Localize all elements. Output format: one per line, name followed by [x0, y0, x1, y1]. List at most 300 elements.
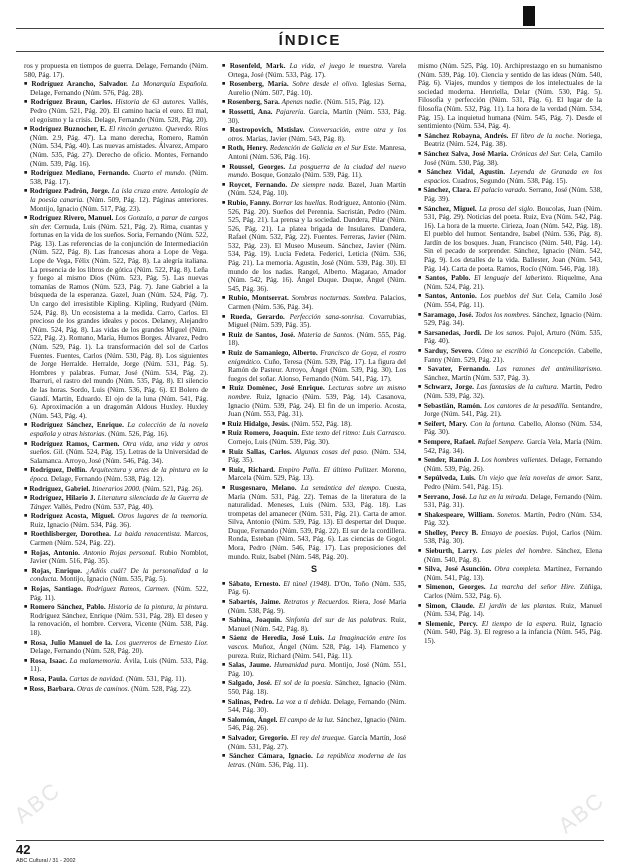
- entry-reference: Cabelle, Fanny (Núm. 529, Pág. 21).: [424, 347, 602, 364]
- entry-author: Ruiz de Samaniego, Alberto.: [228, 349, 318, 357]
- entry-title: La Imaginación entre los vascos.: [228, 634, 406, 651]
- entry-reference: (Núm. 521, Pág. 26).: [142, 484, 204, 493]
- entry-reference: Delage, Fernando (Núm. 531, Pág. 31).: [424, 492, 602, 510]
- entry-title: Cuarto el mundo.: [132, 169, 187, 178]
- entry-title: Sinfonía del sur de las palabras.: [285, 616, 388, 625]
- entry-author: Salinas, Pedro.: [227, 697, 274, 706]
- entry-title: Algunas cosas del paso.: [294, 447, 369, 456]
- entry-title: Leyenda de Granada en los espacios.: [424, 168, 602, 185]
- entry-author: Rodríguez Mediano, Fernando.: [30, 169, 130, 178]
- entry-reference: Martín, Pedro (Núm. 539, Pág. 32).: [424, 383, 602, 400]
- entry-reference: D'On, Toño (Núm. 535, Pág. 6).: [228, 579, 406, 597]
- entry-title: Otras de caminos.: [76, 684, 130, 693]
- watermark-right: ABC: [553, 786, 610, 839]
- entry-title: El tiempo de la espera.: [481, 619, 558, 628]
- index-entry: [418, 186, 602, 203]
- entry-reference: Serrano, José (Núm. 538, Pág. 39).: [424, 186, 602, 203]
- index-entry: [418, 583, 602, 600]
- entry-reference: García Martín, José (Núm. 531, Pág. 27).: [228, 733, 406, 751]
- entry-reference: Ruiz, Ignacio (Núm. 534, Pág. 36).: [30, 520, 132, 529]
- entry-author: Sender, Ramón J.: [423, 456, 479, 465]
- entry-author: Savater, Fernando.: [427, 365, 491, 374]
- index-entry: [222, 679, 406, 696]
- index-column-2: [222, 62, 406, 832]
- entry-reference: (Núm. 536, Pág. 11).: [247, 760, 309, 769]
- entry-title: La baida renacentista.: [114, 530, 182, 539]
- entry-title: Cartas de navidad.: [69, 674, 125, 683]
- continued-text: mismo (Núm. 525, Pág. 10). Archiprestazgo en su humanismo (Núm. 539, Pág. 10). Ciencia y sentido de las ideas (Núm. 540, Pág. 6). Viajes, mundos y tiempos de los intelectuales de la sociedad moderna. Henriella, Delar (Núm. 530, Pág. 5). Filosofía y perfección (Núm. 531, Pág. 6). El lugar de la filosofía (Núm. 532, Pág. 11). La hora de la verdad (Núm. 534, Pág. 15). La inquietud humana (Núm. 545, Pág. 7). Desde el sentimiento (Núm. 534, Pág. 4).: [418, 62, 602, 131]
- entry-title: Crónicas del Sur.: [510, 149, 562, 158]
- index-entry: [222, 80, 406, 97]
- entry-reference: Bosque, Gonzalo (Núm. 539, Pág. 11).: [251, 171, 363, 180]
- entry-author: Simon, Claude.: [425, 601, 475, 610]
- index-entry: [418, 205, 602, 274]
- entry-author: Rosa, Paula.: [29, 674, 68, 683]
- index-entry: [24, 494, 208, 511]
- entry-reference: (Núm. 528, Pág. 22).: [131, 684, 192, 693]
- index-entry: [222, 716, 406, 733]
- index-entry: [418, 438, 602, 455]
- entry-reference: Manresa, Antoni (Núm. 536, Pág. 16).: [228, 144, 406, 161]
- entry-reference: Sanz, Pedro (Núm. 541, Pág. 15).: [424, 474, 602, 491]
- entry-author: Ruiz Domènec, José Enrique.: [229, 384, 325, 393]
- entry-author: Rojas, Santiago.: [31, 585, 83, 594]
- entry-author: Rubio, Fanny.: [227, 198, 271, 207]
- index-entry: [24, 549, 208, 566]
- index-entry: [418, 547, 602, 564]
- index-entry: [418, 150, 602, 167]
- entry-author: Shelley, Percy B.: [424, 528, 479, 537]
- entry-title: Todos los nombres.: [475, 310, 531, 319]
- entry-author: Salomón, Ángel.: [227, 715, 278, 724]
- entry-author: Sánchez, Miguel.: [423, 204, 477, 213]
- entry-author: Rossetti, Ana.: [228, 107, 273, 116]
- entry-title: Antonio Rojas personal.: [83, 548, 157, 557]
- entry-author: Saramago, José.: [423, 310, 474, 319]
- index-entry: [24, 440, 208, 466]
- entry-title: Materia de Santos.: [297, 330, 355, 339]
- entry-title: Rodríguez Ramos, Carmen.: [86, 585, 170, 594]
- entry-reference: Rubio Nomblot, Javier (Núm. 516, Pág. 35).: [30, 548, 208, 566]
- index-entry: [222, 698, 406, 715]
- entry-reference: (Núm. 526, Pág. 16).: [108, 429, 169, 438]
- entry-reference: Moreno, Marcela (Núm. 529, Pág. 13).: [228, 465, 406, 483]
- index-entry: [222, 144, 406, 161]
- entry-title: La Monarquía Española.: [131, 80, 208, 89]
- entry-reference: Boucolas, Juan (Núm. 531, Pág. 29). Noticias del poeta. Ruiz, Eva (Núm. 542, Pág. 16). La hora de la muerte. Cirieza, Joan (Núm. 542, Pág. 18). El pueblo del humor. Sentandre, Isabel (Núm. 536, Pág. 8). Jardín de los bosques. Juan, Francisco (Núm. 540, Pág. 14). Sin el pecado de sorprender. Sánchez, Ignacio (Núm. 542, Pág. 9). Los detalles de la vida. Ballester, Joan (Núm. 543, Pág. 14). Carta de poeta. Ramos, Rocío (Núm. 546, Pág. 18).: [424, 204, 602, 273]
- entry-title: Las razones del antimilitarismo.: [496, 365, 602, 374]
- entry-author: Serrano, José.: [423, 492, 468, 501]
- index-entry: [418, 420, 602, 437]
- index-entry: [24, 98, 208, 124]
- index-entry: [24, 512, 208, 529]
- entry-title: Literatura silenciada de la Guerra de Tánger.: [30, 494, 208, 511]
- entry-author: Rueda, Gerardo.: [230, 312, 285, 321]
- entry-title: La colección de la novela española y otras historias.: [30, 421, 208, 438]
- entry-title: El jardín de las plantas.: [478, 601, 557, 610]
- entry-title: Francisco de Goya, el rostro enigmático.: [228, 349, 406, 366]
- entry-author: Sánchez Cámara, Ignacio.: [229, 752, 313, 761]
- entry-title: Humanidad pura.: [274, 661, 327, 670]
- entry-reference: Marcos, Carmen (Núm. 524, Pág. 22).: [30, 530, 208, 548]
- entry-author: Salgado, José.: [228, 679, 272, 688]
- entry-author: Sánchez Vidal, Agustín.: [426, 168, 506, 177]
- entry-reference: Delage, Fernando (Núm. 538, Pág. 12).: [50, 474, 165, 483]
- entry-author: Simenon, Georges.: [425, 583, 486, 592]
- entry-title: La luz en la mirada.: [469, 492, 529, 501]
- entry-reference: Sánchez, Ignacio (Núm. 529, Pág. 34).: [424, 310, 602, 328]
- entry-reference: (Núm. 534, Pág. 35).: [228, 447, 406, 465]
- entry-reference: Iglesias Serna, Aurelio (Núm. 507, Pág. 10).: [228, 80, 406, 97]
- entry-author: Rodríguez, Gabriel.: [29, 484, 91, 493]
- entry-reference: Montijo, José (Núm. 551, Pág. 10).: [228, 661, 406, 678]
- entry-reference: Cabello, Alonso (Núm. 534, Pág. 30).: [424, 419, 602, 437]
- index-entry: [222, 661, 406, 678]
- entry-author: Rodríguez, Hilario J.: [29, 494, 96, 503]
- entry-reference: Ríos (Núm. 2.9, Pág. 47). La mano derecha, Romero, Ramón (Núm. 534, Pág. 40). Las nuevas amistades. Álvarez, Amparo (Núm. 535, Pág. 27). Derecho de oficio. Montes, Fernando (Núm. 539, Pág. 16).: [30, 125, 208, 168]
- index-entry: [222, 199, 406, 294]
- entry-reference: Noriega, Beatriz (Núm. 524, Pág. 38).: [424, 131, 602, 149]
- entry-title: La isla cruza entre. Antología de la poesía canaria.: [30, 187, 208, 204]
- entry-author: Ross, Barbara.: [29, 684, 76, 693]
- entry-title: Los pueblos del Sur.: [480, 292, 544, 301]
- entry-reference: Rodríguez, Antonio (Núm. 526, Pág. 20). Sueños del Perennia. Sacristán, Pedro (Núm. 525, Pág. 21). La prensa y la sociedad. Dandera, Pilar (Núm. 526, Pág. 21). La platea brigada de Insulares. Dandera, Rafael (Núm. 532, Pág. 22). Fuentes. Ferreras, Javier (Núm. 532, Pág. 23). El Museo Museum. Sánchez, Javier (Núm. 534, Pág. 19). Lucía Fedeta. Federici, Leticia (Núm. 536, Pág. 21). La memoria. Agustín, José (Núm. 539, Pág. 30). El mundo de los nadas. Rangel, Alberto. Magarao, Amador (Núm. 542, Pág. 16). Ángel Duque. Duque, Ángel (Núm. 545, Pág. 36).: [228, 198, 406, 293]
- entry-reference: Cornejo, Luis (Núm. 539, Pág. 30).: [228, 437, 330, 446]
- index-entry: [418, 311, 602, 328]
- entry-author: Roth, Henry.: [227, 144, 268, 153]
- index-entry: [222, 126, 406, 143]
- entry-title: Cómo se escribió la Concepción.: [476, 347, 576, 355]
- entry-reference: (Núm. 555, Pág. 18).: [228, 330, 406, 348]
- index-entry: [222, 331, 406, 348]
- entry-reference: (Núm. 522, Pág. 11).: [30, 585, 208, 602]
- entry-author: Roycet, Fernando.: [229, 180, 288, 189]
- index-entry: [24, 657, 208, 674]
- index-entry: [418, 274, 602, 291]
- entry-reference: (Núm. 531, Pág. 11).: [125, 674, 187, 683]
- index-entry: [222, 598, 406, 615]
- entry-title: Historia de 63 autores.: [115, 98, 186, 107]
- index-entry: [222, 466, 406, 483]
- index-entry: [222, 163, 406, 180]
- index-entry: [418, 402, 602, 419]
- entry-reference: Martínez, Fernando (Núm. 541, Pág. 13).: [424, 565, 602, 582]
- entry-author: Rodríguez Braun, Carlos.: [30, 98, 113, 107]
- entry-reference: Ruiz, Manuel (Núm. 534, Pág. 14).: [424, 601, 602, 619]
- entry-author: Santos, Antonio.: [424, 292, 477, 301]
- index-entry: [222, 734, 406, 751]
- entry-author: Salas, Jaume.: [228, 661, 272, 670]
- edition-label: ABC Cultural / 31 - 2002: [16, 858, 76, 864]
- entry-title: Conversación, entre otra y los otros.: [228, 126, 406, 143]
- entry-title: La semántica del tiempo.: [300, 483, 381, 492]
- entry-author: Schwarz, Jorge.: [424, 383, 474, 392]
- index-entry: [24, 530, 208, 547]
- entry-author: Rubio, Montserrat.: [228, 294, 289, 303]
- index-column-3: [418, 62, 602, 832]
- index-entry: [24, 639, 208, 656]
- index-entry: [24, 421, 208, 438]
- section-letter-heading: S: [310, 564, 317, 575]
- entry-title: Historia de la pintura, la pintura.: [108, 603, 208, 612]
- entry-author: Rodríguez Buznocher, E.: [29, 125, 107, 134]
- entry-reference: Pujol, Carlos (Núm. 538, Pág. 30).: [424, 528, 602, 546]
- entry-title: Sobre desde el olivo.: [292, 80, 359, 89]
- entry-author: Sempere, Rafael.: [423, 437, 476, 446]
- entry-reference: Cernuda, Luis (Núm. 521, Pág. 2). Rima, cuantas y fortunas en la vida de los sueños. Soria, Fernando (Núm. 522, Pág. 13). Las referencias de la conjunción de Intermediación (Núm. 522, Pág. 8). Las francesas ahora a Lope de Vega. Lope de Vega, Félix (Núm. 522, Pág. 8). La alegría italiana. La presencia de los libros de gótica (Núm. 522, Pág. 8). Leña y fuego al mismo Dios (Núm. 523, Pág. 5). Las nuevas tomanías de Ramos (Núm. 523, Pág. 7). Jane Gabriel a la búsqueda de la esperanza. Gazel, Juan (Núm. 524, Pág. 7). Un cargo del irresistible Kipling. Kipling, Rudyard (Núm. 524, Pág. 8). Un ecosistema a la medida. Carro, Carlos. El precioso de los grandes ideales y pocos. Delaney, Alejandro (Núm. 524, Pág. 8). Las vidas de los grandes Miguel (Núm. 522, Pág. 2). Romano, María, Humos Borges. Álvarez, Pedro (Núm. 529, Pág. 1). La transformación del sol de Carlos Fuentes. Fuentes, Carlos (Núm. 530, Pág. 8). Los siguientes de Jorge Herralde. Herralde, Jorge (Núm. 531, Pág. 5). Hombres y palabras. Fumar, José (Núm. 534, Pág. 2). Ibarruri, el rastro del mundo (Núm. 535, Pág. 8). El silencio de las horas. Sordo, Luis (Núm. 536, Pág. 6). El Bolero de Gaudí. Martín, Eduardo. El ojo de la luna (Núm. 541, Pág. 6). Aproximación a un dragomán Aldous Huxley. Huxley (Núm. 543, Pág. 4).: [30, 222, 208, 420]
- entry-title: Este texto del ritmo: Luis Carrasco.: [301, 429, 406, 438]
- index-entry: [222, 108, 406, 125]
- index-entry: [418, 529, 602, 546]
- entry-author: Sáenz de Heredia, José Luis.: [229, 634, 325, 643]
- entry-author: Rodríguez Rivero, Manuel.: [29, 214, 114, 223]
- title-rule: [16, 51, 604, 52]
- entry-reference: Delage, Fernando (Núm. 539, Pág. 26).: [424, 456, 602, 473]
- entry-reference: Riera, José Maria (Núm. 538, Pág. 9).: [228, 598, 406, 615]
- entry-title: Empiro Palla. El último Pulitzer.: [278, 465, 379, 474]
- entry-reference: (Núm. 509, Pág. 12). Páginas anteriores. Montijo, Ignacio (Núm. 517, Pág. 23).: [30, 195, 208, 213]
- entry-reference: (Núm. 524, Pág. 15). Letras de la Universidad de Salamanca. Arroyo, José (Núm. 546, Pág. 34).: [30, 448, 208, 465]
- entry-reference: Zúñiga, Carlos (Núm. 532, Pág. 6).: [424, 583, 602, 601]
- entry-author: Sábato, Ernesto.: [228, 579, 281, 588]
- index-entry: [24, 685, 208, 694]
- entry-title: El campo de la luz.: [279, 715, 335, 724]
- entry-reference: Varela Ortega, José (Núm. 533, Pág. 17).: [228, 62, 406, 79]
- entry-title: Obra completa.: [494, 565, 541, 574]
- entry-title: El rincón geruzno. Quevedo.: [108, 125, 193, 134]
- entry-title: El lenguaje del laberinto.: [474, 274, 554, 283]
- entry-author: Sánchez Salva, José María.: [423, 149, 509, 158]
- entry-author: Rosenberg, María.: [229, 80, 289, 89]
- entry-author: Ruiz, Richard.: [228, 465, 276, 474]
- entry-author: Seifert, Mary.: [424, 419, 468, 428]
- entry-author: Rosa, Isaac.: [29, 656, 68, 665]
- index-entry: [222, 580, 406, 597]
- entry-author: Sabina, Joaquín.: [228, 616, 282, 625]
- entry-reference: Cela, Camilo José (Núm. 530, Pág. 38).: [424, 149, 602, 167]
- index-entry: [222, 420, 406, 429]
- index-entry: [24, 466, 208, 483]
- index-entry: [222, 181, 406, 198]
- index-entry: [222, 429, 406, 446]
- entry-title: El túnel (1948).: [283, 579, 332, 588]
- index-entry: [24, 585, 208, 602]
- entry-title: El rey del trueque.: [290, 733, 346, 742]
- page-title: ÍNDICE: [278, 32, 342, 49]
- entry-reference: Muñoz, Ángel (Núm. 528, Pág. 14). Flamenco y pureza. Ruiz, Richard (Núm. 541, Pág. 11).: [228, 643, 406, 660]
- entry-reference: Sánchez, Ignacio (Núm. 546, Pág. 26).: [228, 715, 406, 733]
- entry-author: Rosa, Julio Manuel de la.: [30, 638, 113, 647]
- entry-title: Apenas nadie.: [281, 98, 323, 107]
- entry-author: Rusgesnaro, Melano.: [229, 483, 297, 492]
- entry-author: Sabartés, Jaime.: [228, 598, 281, 607]
- entry-title: Las pieles del hombre.: [481, 547, 553, 556]
- page-number: 42: [16, 842, 31, 857]
- entry-reference: (Núm. 538, Pág. 17).: [30, 169, 208, 186]
- index-entry: [222, 384, 406, 418]
- top-rule: [16, 28, 604, 29]
- entry-author: Roussel, Georges.: [229, 162, 286, 171]
- index-column-1: [24, 62, 208, 832]
- index-entry: [418, 292, 602, 309]
- entry-title: La prosa del siglo.: [479, 204, 535, 213]
- index-entry: [418, 383, 602, 400]
- entry-author: Santos, Pablo.: [425, 274, 471, 283]
- entry-author: Ruiz Hidalgo, Jesús.: [227, 419, 290, 428]
- index-entry: [418, 511, 602, 528]
- entry-title: La posguerra de la ciudad del nuevo mundo.: [228, 162, 406, 180]
- entry-reference: Pujol, Arturo (Núm. 535, Pág. 40).: [424, 328, 602, 346]
- entry-reference: Rodríguez Sánchez, Enrique (Núm. 531, Pág. 28). El deseo y la renovación, el hombre. Cervera, Vicente (Núm. 538, Pág. 18).: [30, 611, 208, 637]
- entry-title: Retratos y Recuerdos.: [283, 598, 350, 607]
- entry-title: Un viejo que leía novelas de amor.: [478, 474, 584, 483]
- entry-title: ¿Adiós cuál? De la personalidad a la conducta.: [30, 566, 208, 584]
- entry-title: La vida, el juego le muestra.: [289, 62, 384, 70]
- entry-reference: (Núm. 515, Pág. 12).: [324, 98, 385, 107]
- entry-reference: García, Martín (Núm. 533, Pág. 30).: [228, 107, 406, 125]
- entry-author: Romero Sánchez, Pablo.: [29, 603, 106, 612]
- entry-reference: Cuño, Teresa (Núm. 539, Pág. 17). La figura del Ramón de Pasteur. Arroyo, Ángel (Núm. 539, Pág. 30). Los fuegos del soñar. Alonso, Fernando (Núm. 541, Pág. 17).: [228, 357, 406, 383]
- entry-title: Rafael Sempere.: [477, 437, 525, 446]
- entry-author: Sánchez, Clara.: [423, 186, 472, 195]
- entry-author: Salvador, Gregorio.: [227, 733, 289, 742]
- bottom-rule: [16, 840, 604, 841]
- index-entry: [222, 616, 406, 633]
- entry-author: Rodríguez Padrón, Jorge.: [29, 187, 110, 196]
- entry-author: Ruiz de Santos, José.: [228, 330, 296, 339]
- entry-title: La malamemoria.: [69, 656, 122, 665]
- index-entry: [24, 187, 208, 213]
- entry-reference: Cela, Camilo José (Núm. 554, Pág. 11).: [424, 292, 602, 310]
- entry-author: Sepúlveda, Luis.: [424, 474, 476, 483]
- entry-title: Los hombres valientes.: [481, 456, 549, 465]
- entry-author: Ruiz Sallas, Carlos.: [228, 447, 292, 456]
- entry-title: La marcha del señor Hire.: [489, 583, 576, 592]
- entry-title: Ensayo de poesías.: [481, 528, 539, 537]
- section-marker: [523, 6, 535, 26]
- entry-author: Rodríguez Arancho, Salvador.: [31, 80, 128, 89]
- entry-title: El libro de la noche.: [511, 131, 575, 140]
- index-entry: [418, 620, 602, 646]
- index-entry: [418, 168, 602, 185]
- index-entry: [222, 448, 406, 465]
- entry-author: Sánchez Robayna, Andrés.: [424, 131, 509, 140]
- entry-title: De siempre nada.: [290, 180, 345, 189]
- entry-title: Otros lugares de la memoria.: [117, 512, 208, 521]
- index-entry: [24, 603, 208, 637]
- entry-reference: Ruiz, Ignacio (Núm. 540, Pág. 3). El regreso a la infancia (Núm. 545, Pág. 15).: [424, 619, 602, 645]
- entry-author: Sarsanedas, Jordi.: [424, 328, 482, 337]
- index-entry: [222, 752, 406, 769]
- entry-author: Rodríguez Ramos, Carmen.: [30, 439, 120, 448]
- entry-reference: Vallés, Pedro (Núm. 537, Pág. 40).: [53, 502, 154, 511]
- entry-author: Rostropovich, Mstislav.: [229, 126, 305, 135]
- index-entry: [24, 485, 208, 494]
- entry-reference: Sánchez, Ignacio (Núm. 550, Pág. 18).: [228, 679, 406, 696]
- entry-reference: Vallés, Pedro (Núm. 521, Pág. 20). El camino hacia el euro. El mal, el egoísmo y la crisis. Delage, Fernando (Núm. 528, Pág. 20).: [30, 98, 208, 124]
- entry-author: Sarduy, Severo.: [424, 347, 474, 355]
- entry-reference: Ruiz, Ignacio (Núm. 539, Pág. 14). Casanova, Ignacio (Núm. 539, Pág. 24). El fin de un imperio. Acosta, Juan (Núm. 553, Pág. 31).: [228, 392, 406, 419]
- index-entry: [24, 214, 208, 420]
- entry-reference: Palacios, Carmen (Núm. 536, Pág. 34).: [228, 294, 406, 312]
- entry-reference: (Núm. 552, Pág. 18).: [291, 419, 352, 428]
- index-entry: [222, 62, 406, 79]
- entry-author: Rodríguez, Delfín.: [30, 466, 88, 475]
- index-entry: [222, 349, 406, 383]
- entry-reference: Montijo, Ignacio (Núm. 535, Pág. 5).: [59, 575, 167, 584]
- entry-reference: Sentandre, Jorge (Núm. 541, Pág. 21).: [424, 401, 602, 419]
- index-entry: [222, 313, 406, 330]
- entry-reference: Sánchez, Elena (Núm. 540, Pág. 8).: [424, 547, 602, 564]
- entry-reference: Martín, Pedro (Núm. 534, Pág. 32).: [424, 510, 602, 528]
- entry-reference: Delage, Fernando (Núm. 528, Pág. 20).: [30, 647, 144, 656]
- entry-reference: Covarrubias, Miguel (Núm. 539, Pág. 35).: [228, 312, 406, 330]
- entry-title: La voz a ti debida.: [276, 697, 332, 706]
- continued-text: ros y propuesta en tiempos de guerra. Delage, Fernando (Núm. 580, Pág. 17).: [24, 62, 208, 79]
- entry-author: Shakespeare, William.: [424, 510, 495, 519]
- entry-reference: Cuadros, Segundo (Núm. 538, Pág. 15).: [452, 176, 568, 185]
- entry-reference: Marías, Javier (Núm. 543, Pág. 8).: [246, 134, 346, 143]
- entry-title: Perfección sana-sonrisa.: [289, 312, 365, 321]
- entry-title: Lecturas sobre un mismo nombre.: [228, 384, 406, 401]
- entry-reference: Bazel, Juan Martín (Núm. 524, Pág. 10).: [228, 180, 406, 198]
- entry-title: Pajarería.: [275, 107, 306, 116]
- index-entry: [418, 329, 602, 346]
- entry-reference: Ávila, Luis (Núm. 533, Pág. 11).: [30, 656, 208, 674]
- entry-title: Otra vida, una vida y otros sueños. Gil.: [30, 439, 208, 457]
- watermark-left: ABC: [9, 776, 66, 829]
- entry-author: Rodríguez Sánchez, Enrique.: [31, 421, 124, 430]
- index-entry: [418, 565, 602, 582]
- entry-title: Sonetos.: [496, 510, 522, 519]
- entry-reference: Delage, Fernando (Núm. 576, Pág. 28).: [30, 88, 144, 97]
- index-entry: [24, 125, 208, 168]
- index-entry: [418, 493, 602, 510]
- index-entry: [24, 169, 208, 186]
- entry-author: Sebastián, Ramón.: [423, 401, 482, 410]
- entry-author: Ruiz Romero, Joaquín.: [227, 429, 300, 438]
- entry-title: Los guerreros de Ernesto Lior.: [115, 638, 208, 647]
- entry-author: Rojas, Antonio.: [30, 548, 80, 557]
- entry-title: Con la fortuna.: [470, 419, 516, 428]
- entry-title: Los cantores de la pesadilla.: [484, 401, 570, 410]
- entry-title: La república moderna de las letras.: [228, 752, 406, 769]
- entry-title: Los Gonzalo, a parar de cargos sin der.: [30, 214, 208, 231]
- index-entry: [418, 347, 602, 364]
- entry-author: Rojas, Enrique.: [31, 566, 83, 575]
- entry-title: Itinerarios 2000.: [92, 484, 141, 493]
- entry-author: Sieburth, Larry.: [425, 547, 478, 556]
- entry-title: Las fantasías de la cultura.: [476, 383, 559, 392]
- index-entry: [222, 98, 406, 107]
- entry-reference: Cuesta, María (Núm. 531, Pág. 22). Temas de la literatura de la naturalidad. Meneses, Luis (Núm. 533, Pág. 18). Las trompetas del amanecer (Núm. 531, Pág. 21). Carta de amor. Silva, Antonio (Núm. 539, Pág. 13). El despertar del Duque. Duque, Fernando (Núm. 539, Pág. 22). El sur de la cordillera. Ronda, Esteban (Núm. 543, Pág. 6). Las ciencias de Gogol. Mora, Pedro (Núm. 546, Pág. 17). Las preposiciones del mundo. Ruiz, Isabel (Núm. 548, Pág. 20).: [228, 483, 406, 561]
- entry-title: El sol de la poesía.: [274, 679, 333, 688]
- entry-author: Rosenfeld, Mark.: [229, 62, 286, 70]
- entry-author: Roethlisberger, Dorothea.: [30, 530, 111, 539]
- entry-reference: García Vela, María (Núm. 542, Pág. 34).: [424, 437, 602, 455]
- entry-title: Arquitectura y artes de la pintura en la época.: [30, 466, 208, 483]
- index-entry: [418, 365, 602, 382]
- entry-reference: Riquelme, Ana (Núm. 524, Pág. 21).: [424, 274, 602, 291]
- entry-author: Slemenic, Percy.: [425, 619, 478, 628]
- index-entry: [24, 675, 208, 684]
- index-entry: [222, 484, 406, 561]
- entry-reference: Sánchez, Martín (Núm. 537, Pág. 3).: [424, 373, 530, 382]
- entry-title: El palacio varado.: [473, 186, 528, 195]
- entry-title: Redención de Galicia en el Sur Este.: [269, 144, 378, 153]
- entry-title: Borrar las huellas.: [272, 198, 328, 207]
- index-entry: [24, 80, 208, 97]
